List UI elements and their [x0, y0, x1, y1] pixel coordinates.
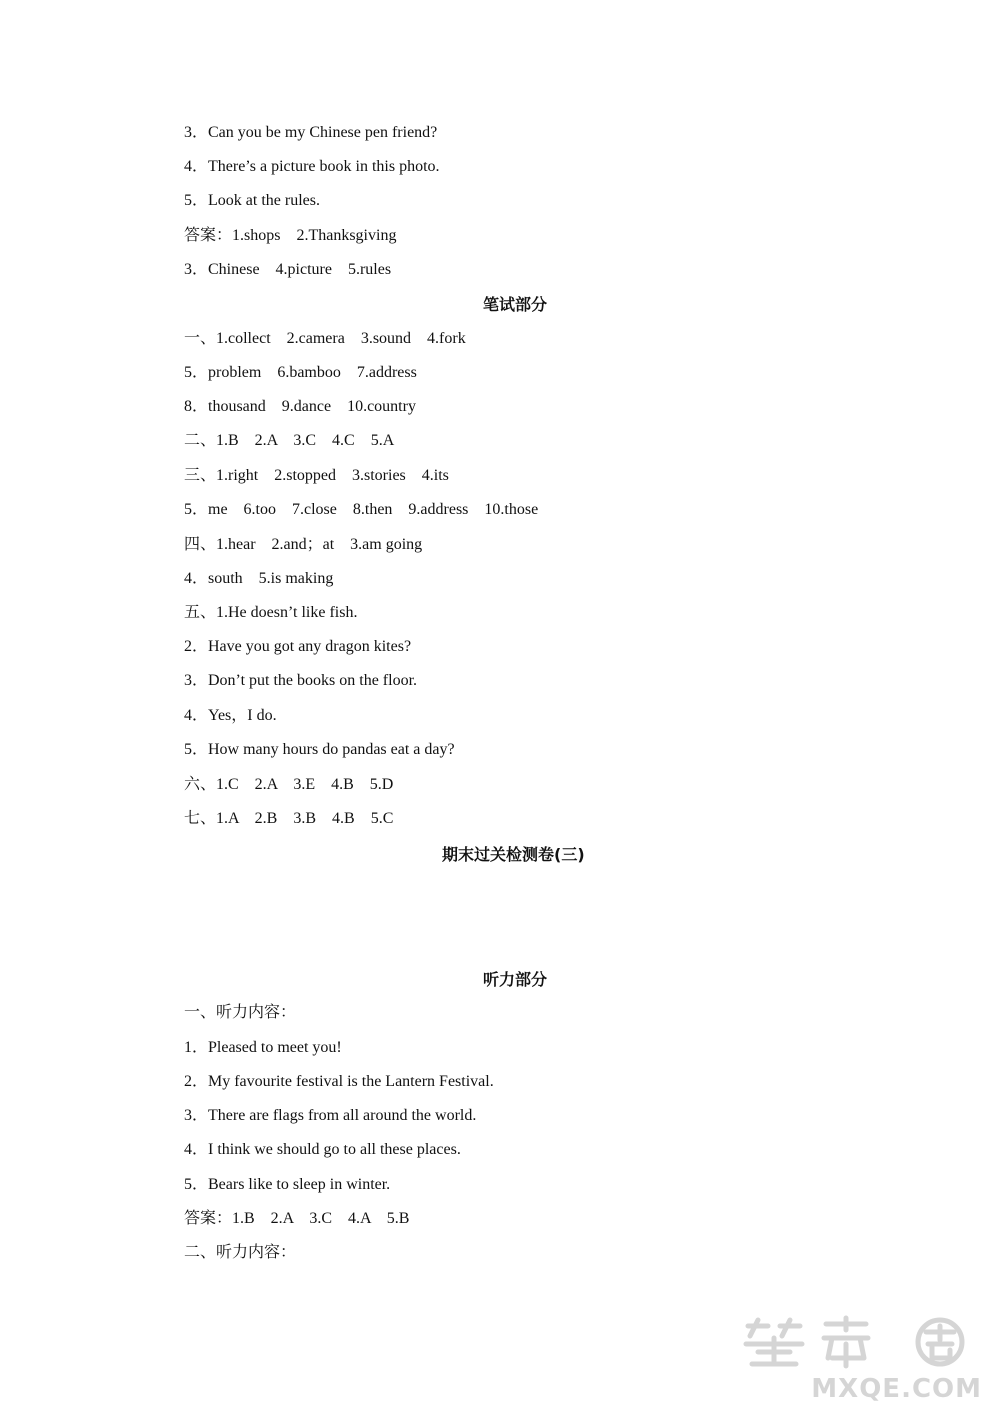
section-label: 一、听力内容： — [184, 1004, 297, 1021]
text-line: 4．There’s a picture book in this photo. — [184, 158, 440, 175]
text-line: 5．Bears like to sleep in winter. — [184, 1176, 391, 1193]
watermark-url: MXQE.COM — [811, 1374, 982, 1404]
answer-line: 2．Have you got any dragon kites? — [184, 638, 412, 655]
answer-line: 二、1.B 2.A 3.C 4.C 5.A — [184, 432, 395, 449]
text-line: 5．Look at the rules. — [184, 192, 320, 209]
text-line: 3．Can you be my Chinese pen friend? — [184, 124, 438, 141]
section-label: 二、听力内容： — [184, 1244, 297, 1261]
text-line: 4．I think we should go to all these places. — [184, 1141, 461, 1158]
section-heading-listening: 听力部分 — [483, 970, 548, 989]
section-heading-written: 笔试部分 — [483, 295, 548, 314]
answer-line: 三、1.right 2.stopped 3.stories 4.its — [184, 467, 449, 484]
answer-line: 5．problem 6.bamboo 7.address — [184, 364, 417, 381]
answer-line: 七、1.A 2.B 3.B 4.B 5.C — [184, 810, 394, 827]
answer-line: 答案：1.B 2.A 3.C 4.A 5.B — [184, 1210, 410, 1227]
answer-line: 答案：1.shops 2.Thanksgiving — [184, 227, 397, 244]
answer-line: 五、1.He doesn’t like fish. — [184, 604, 358, 621]
answer-line: 3．Don’t put the books on the floor. — [184, 672, 418, 689]
answer-line: 5．How many hours do pandas eat a day? — [184, 741, 455, 758]
answer-line: 4．south 5.is making — [184, 570, 334, 587]
answer-line: 4．Yes，I do. — [184, 707, 277, 724]
answer-line: 六、1.C 2.A 3.E 4.B 5.D — [184, 776, 394, 793]
text-line: 1．Pleased to meet you! — [184, 1039, 342, 1056]
answer-line: 四、1.hear 2.and；at 3.am going — [184, 536, 423, 553]
watermark-logo-icon — [728, 1314, 988, 1369]
answer-line: 5．me 6.too 7.close 8.then 9.address 10.those — [184, 501, 539, 518]
text-line: 2．My favourite festival is the Lantern Festival. — [184, 1073, 494, 1090]
text-line: 3．There are flags from all around the world. — [184, 1107, 477, 1124]
answer-line: 3．Chinese 4.picture 5.rules — [184, 261, 392, 278]
answer-line: 一、1.collect 2.camera 3.sound 4.fork — [184, 330, 466, 347]
exam-title: 期末过关检测卷(三) — [442, 845, 585, 864]
answer-line: 8．thousand 9.dance 10.country — [184, 398, 416, 415]
site-watermark — [728, 1314, 988, 1404]
